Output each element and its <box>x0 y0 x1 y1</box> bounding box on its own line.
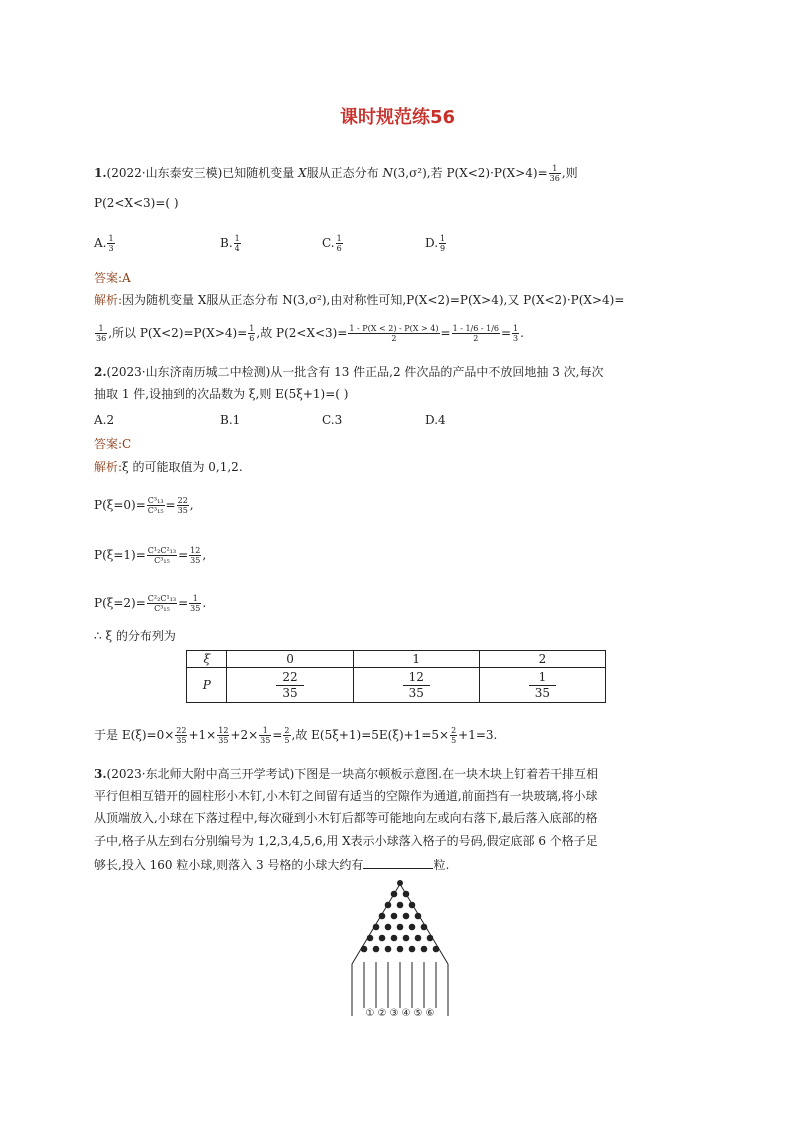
peg <box>427 935 434 942</box>
peg <box>397 946 404 953</box>
analysis-text: $\frac{1}{36}$ ,所以 P(X<2)=P(X>4)= $\frac{1}{6}$ ,故 P(2<X<3)= $\frac{1 - P(X < 2) - P(X > 4)}{2}$ = $\frac{1 - 1/6 - 1/6}{2}$ = $\frac{1}{3}$ . <box>96 324 524 343</box>
peg <box>397 902 404 909</box>
peg <box>421 924 428 931</box>
peg <box>415 913 422 920</box>
fraction: $\frac{1}{36}$ <box>549 164 560 183</box>
peg <box>385 902 392 909</box>
question-2-line2: 抽取 1 件,设抽到的次品数为 ξ,则 E(5ξ+1)=( ) <box>94 387 349 401</box>
question-1-stem: 1.(2022·山东泰安三模)已知随机变量 X服从正态分布 N(3,σ²),若 P(X<2)·P(X>4)= $\frac{1}{36}$ ,则 <box>94 164 578 183</box>
option-d[interactable]: D. $\frac{1}{9}$ <box>425 234 446 253</box>
peg <box>409 946 416 953</box>
analysis-text: 解析:ξ 的可能取值为 0,1,2. <box>94 460 243 474</box>
peg <box>373 946 380 953</box>
option-a[interactable]: A. $\frac{1}{3}$ <box>94 234 114 253</box>
option-c[interactable]: C. $\frac{1}{6}$ <box>322 234 342 253</box>
question-1-line2: P(2<X<3)=( ) <box>94 196 179 210</box>
option-c[interactable]: C.3 <box>322 413 343 427</box>
peg <box>433 946 440 953</box>
slot-label: ⑤ <box>413 1008 423 1019</box>
table-cell: ξ <box>187 651 227 668</box>
analysis-text: 解析:因为随机变量 X服从正态分布 N(3,σ²),由对称性可知,P(X<2)=P(X>4),又 P(X<2)·P(X>4)= <box>94 293 625 307</box>
galton-board-figure <box>350 876 450 1024</box>
answer-blank[interactable] <box>363 856 433 869</box>
page-title: 课时规范练56 <box>340 107 456 128</box>
answer-label: 答案:A <box>94 271 131 285</box>
peg <box>385 924 392 931</box>
peg <box>409 902 416 909</box>
question-3-line: 子中,格子从左到右分别编号为 1,2,3,4,5,6,用 X表示小球落入格子的号码,假定底部 6 个格子足 <box>94 834 598 848</box>
peg <box>397 880 403 886</box>
slot-label: ⑥ <box>425 1008 435 1019</box>
probability-row: P(ξ=1)= $\frac{\text{C¹₂C²₁₃}}{\text{C³₁₅}}$ = $\frac{12}{35}$ , <box>94 546 207 565</box>
distribution-table <box>186 650 606 703</box>
question-3-line: 从顶端放入,小球在下落过程中,每次碰到小木钉后都等可能地向左或向右落下,最后落入底部的格 <box>94 811 598 825</box>
probability-row: P(ξ=0)= $\frac{\text{C³₁₃}}{\text{C³₁₅}}$ = $\frac{22}{35}$ , <box>94 496 194 515</box>
slot-label: ② <box>377 1008 387 1019</box>
question-number: 1. <box>94 166 107 180</box>
table-row <box>187 668 606 703</box>
peg <box>421 946 428 953</box>
table-cell: 2 <box>479 651 605 668</box>
table-intro: ∴ ξ 的分布列为 <box>94 629 176 643</box>
slot-label: ④ <box>401 1008 411 1019</box>
peg <box>385 946 392 953</box>
peg <box>403 891 410 898</box>
slot-label: ① <box>365 1008 375 1019</box>
option-a[interactable]: A.2 <box>94 413 115 427</box>
table-row <box>187 651 606 668</box>
table-cell: 0 <box>227 651 353 668</box>
peg <box>367 935 374 942</box>
peg <box>391 913 398 920</box>
peg <box>403 935 410 942</box>
question-3-line: 平行但相互错开的圆柱形小木钉,小木钉之间留有适当的空隙作为通道,前面挡有一块玻璃,将小球 <box>94 789 598 803</box>
table-cell: P <box>187 668 227 703</box>
peg <box>403 913 410 920</box>
question-2-stem: 2.(2023·山东济南历城二中检测)从一批含有 13 件正品,2 件次品的产品中不放回地抽 3 次,每次 <box>94 365 604 379</box>
peg <box>409 924 416 931</box>
option-b[interactable]: B. $\frac{1}{4}$ <box>220 234 240 253</box>
option-b[interactable]: B.1 <box>220 413 241 427</box>
peg <box>391 935 398 942</box>
peg <box>397 924 404 931</box>
answer-label: 答案:C <box>94 437 132 451</box>
table-cell: $\frac{12}{35}$ <box>353 668 479 703</box>
peg <box>379 935 386 942</box>
question-3-stem: 3.(2023·东北师大附中高三开学考试)下图是一块高尔顿板示意图.在一块木块上钉着若干排互相 <box>94 767 599 781</box>
probability-row: P(ξ=2)= $\frac{\text{C²₂C¹₁₃}}{\text{C³₁₅}}$ = $\frac{1}{35}$ . <box>94 594 207 613</box>
peg <box>391 891 398 898</box>
peg <box>361 946 368 953</box>
slot-label: ③ <box>389 1008 399 1019</box>
peg <box>379 913 386 920</box>
peg <box>373 924 380 931</box>
table-cell: $\frac{1}{35}$ <box>479 668 605 703</box>
expectation-line: 于是 E(ξ)=0× $\frac{22}{35}$ +1× $\frac{12}{35}$ +2× $\frac{1}{35}$ = $\frac{2}{5}$ ,故 E(5ξ+1)=5E(ξ)+1=5× $\frac{2}{5}$ +1=3. <box>94 726 498 745</box>
table-cell: 1 <box>353 651 479 668</box>
table-cell: $\frac{22}{35}$ <box>227 668 353 703</box>
option-d[interactable]: D.4 <box>425 413 446 427</box>
question-3-line: 够长,投入 160 粒小球,则落入 3 号格的小球大约有 粒. <box>94 858 450 872</box>
peg <box>415 935 422 942</box>
